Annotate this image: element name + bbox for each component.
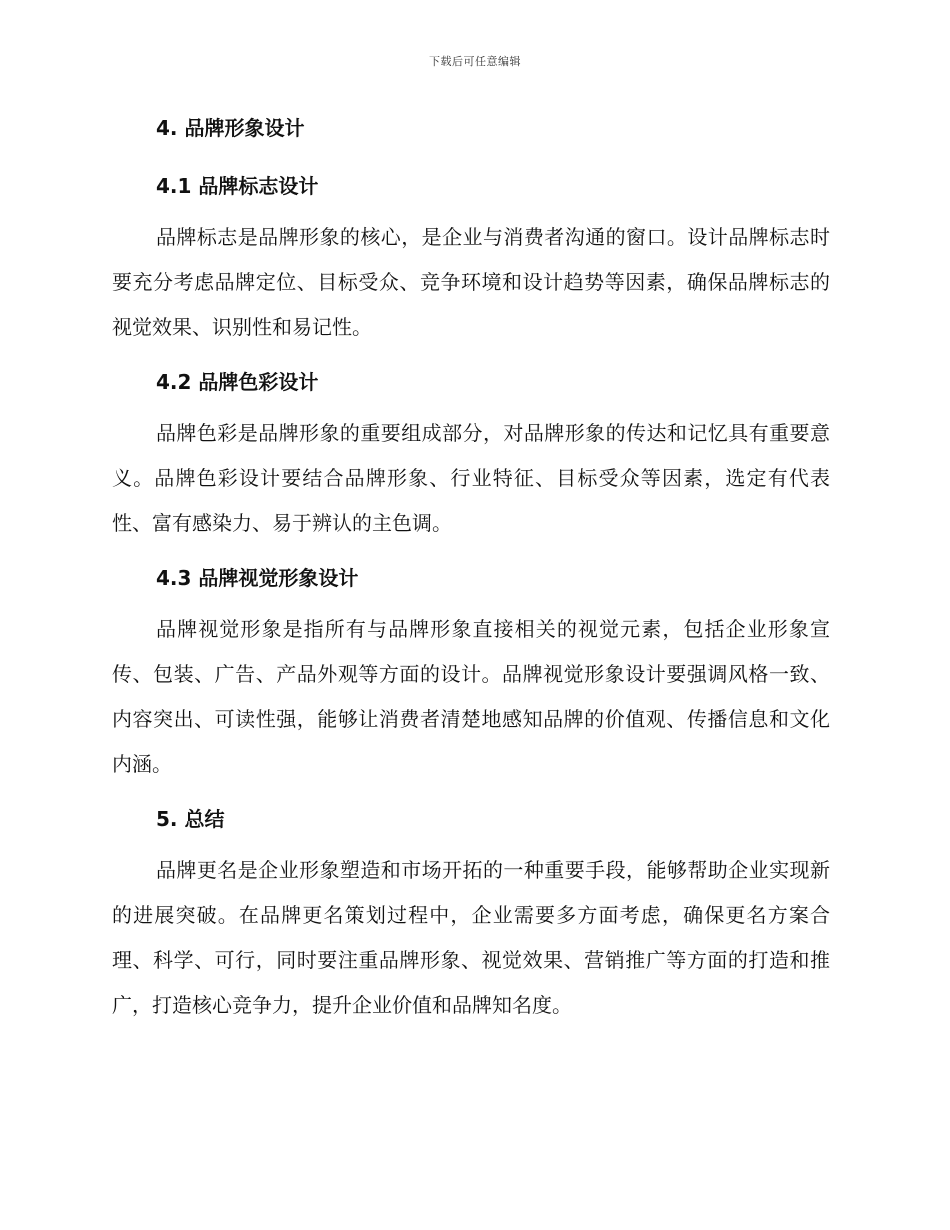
document-body	[112, 110, 830, 1028]
page-header-note: 下载后可任意编辑	[429, 55, 521, 68]
paragraph-brand-visual-image-design: 品牌视觉形象是指所有与品牌形象直接相关的视觉元素，包括企业形象宣传、包装、广告、产品外观等方面的设计。品牌视觉形象设计要强调风格一致、内容突出、可读性强，能够让消费者清楚地感知品牌的价值观、传播信息和文化内涵。	[112, 617, 830, 776]
section-heading-brand-color-design: 4.2 品牌色彩设计	[156, 370, 319, 394]
section-heading-summary: 5. 总结	[156, 807, 225, 831]
section-heading-brand-image-design: 4. 品牌形象设计	[156, 116, 305, 140]
paragraph-summary: 品牌更名是企业形象塑造和市场开拓的一种重要手段，能够帮助企业实现新的进展突破。在品牌更名策划过程中，企业需要多方面考虑，确保更名方案合理、科学、可行，同时要注重品牌形象、视觉效果、营销推广等方面的打造和推广，打造核心竞争力，提升企业价值和品牌知名度。	[112, 858, 830, 1017]
section-heading-brand-logo-design: 4.1 品牌标志设计	[156, 174, 319, 198]
paragraph-brand-logo-design: 品牌标志是品牌形象的核心，是企业与消费者沟通的窗口。设计品牌标志时要充分考虑品牌定位、目标受众、竞争环境和设计趋势等因素，确保品牌标志的视觉效果、识别性和易记性。	[112, 225, 830, 339]
section-heading-brand-visual-image-design: 4.3 品牌视觉形象设计	[156, 566, 359, 590]
paragraph-brand-color-design: 品牌色彩是品牌形象的重要组成部分，对品牌形象的传达和记忆具有重要意义。品牌色彩设计要结合品牌形象、行业特征、目标受众等因素，选定有代表性、富有感染力、易于辨认的主色调。	[112, 421, 830, 535]
